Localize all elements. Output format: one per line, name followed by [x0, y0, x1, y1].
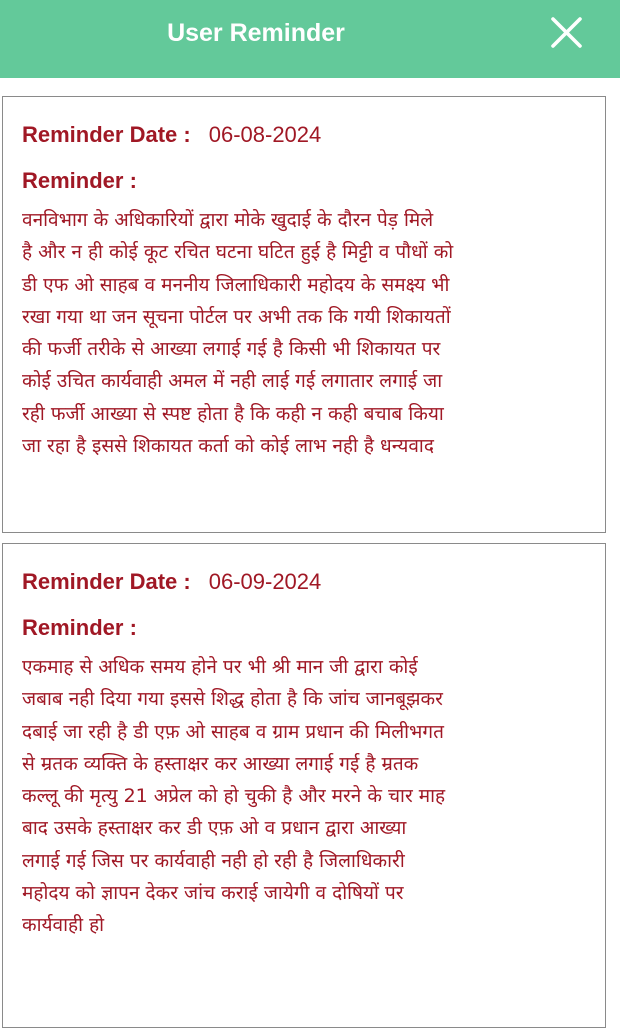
reminder-date-label: Reminder Date :: [22, 569, 191, 594]
page-title: User Reminder: [167, 19, 345, 47]
close-button[interactable]: [542, 10, 592, 56]
reminder-text: वनविभाग के अधिकारियों द्वारा मोके खुदाई के दौरन पेड़ मिले है और न ही कोई कूट रचित घटना घटित हुई है मिट्टी व पौधों को डी एफ ओ साहब व मननीय जिलाधिकारी महोदय के समक्ष्य भी रखा गया था जन सूचना पोर्टल पर अभी तक कि गयी शिकायतों की फर्जी तरीके से आख्या लगाई गई है किसी भी शिकायत पर कोई उचित कार्यवाही अमल में नही लाई गई लगातार लगाई जा रही फर्जी आख्या से स्पष्ट होता है कि कही न कही बचाब किया जा रहा है इससे शिकायत कर्ता को कोई लाभ नही है धन्यवाद: [22, 209, 454, 458]
reminder-date-row: [22, 566, 321, 598]
reminder-date-value: 06-09-2024: [208, 569, 322, 594]
reminder-date-value: 06-08-2024: [208, 122, 322, 147]
header-bar: [0, 0, 620, 78]
reminder-label: Reminder :: [22, 168, 137, 193]
close-icon: [542, 10, 592, 56]
reminder-card: [2, 543, 606, 1028]
reminder-list[interactable]: [0, 78, 620, 1032]
reminder-date-row: [22, 119, 321, 151]
reminder-date-label: Reminder Date :: [22, 122, 191, 147]
reminder-label: Reminder :: [22, 615, 137, 640]
reminder-card: [2, 96, 606, 533]
reminder-text: एकमाह से अधिक समय होने पर भी श्री मान जी द्वारा कोई जबाब नही दिया गया इससे शिद्ध होता है कि जांच जानबूझकर दबाई जा रही है डी एफ़ ओ साहब व ग्राम प्रधान की मिलीभगत से म्रतक व्यक्ति के हस्ताक्षर कर आख्या लगाई गई है म्रतक कल्लू की मृत्यु 21 अप्रेल को हो चुकी है और मरने के चार माह बाद उसके हस्ताक्षर कर डी एफ़ ओ व प्रधान द्वारा आख्या लगाई गई जिस पर कार्यवाही नही हो रही है जिलाधिकारी महोदय को ज्ञापन देकर जांच कराई जायेगी व दोषियों पर कार्यवाही हो: [22, 656, 446, 937]
